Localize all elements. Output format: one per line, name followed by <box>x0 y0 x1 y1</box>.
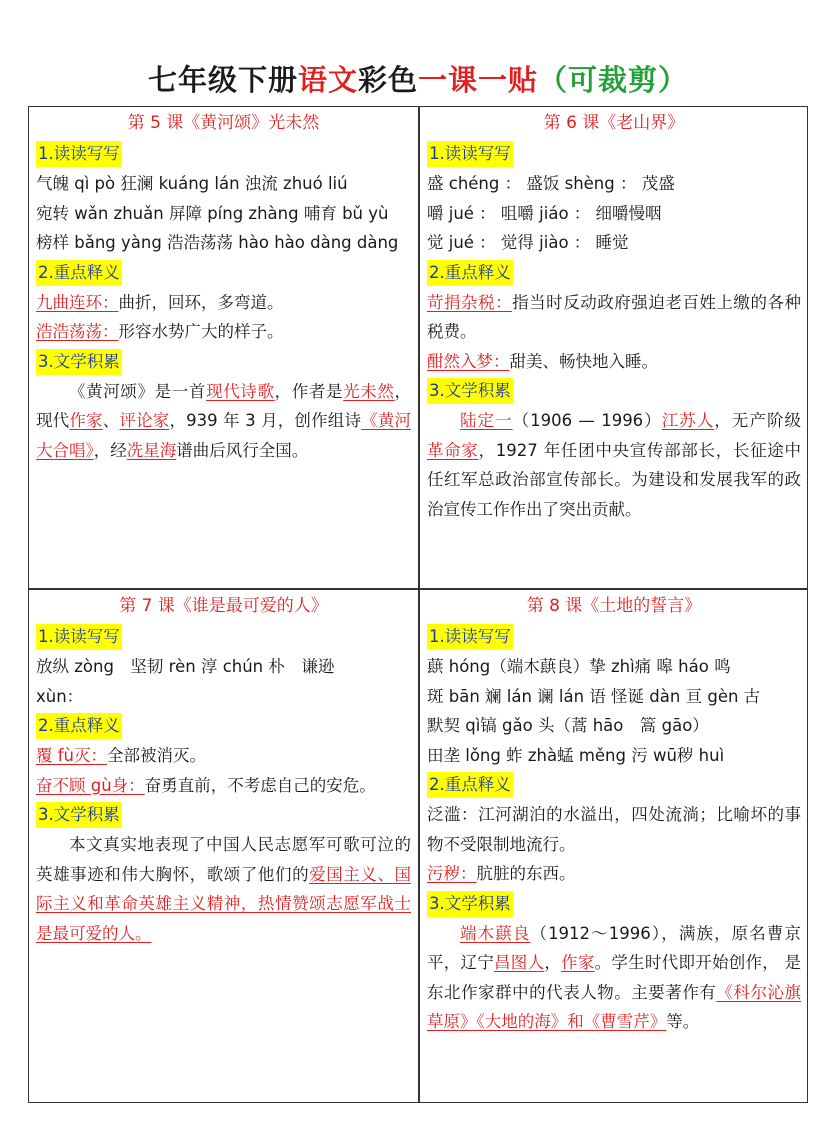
lesson-6-key-item <box>427 347 801 377</box>
key-term: 酣然入梦： <box>427 351 510 371</box>
lit-text: ，现代 <box>36 381 412 430</box>
lesson-7-card <box>30 591 417 948</box>
lit-text: 等。 <box>666 1012 700 1031</box>
lit-text: ，1927 年任团中央宣传部部长，长征途中任红军总政治部宣传部长。为建设和发展我军的政治宣传工作作出了突出贡献。 <box>427 440 801 519</box>
lesson-5-card <box>30 108 417 465</box>
lit-text: ，939 年 3 月，创作组诗 <box>169 411 362 430</box>
lesson-8-lit-section: 3.文学积累 <box>427 891 513 917</box>
lit-highlight: 作家 <box>69 411 103 430</box>
lesson-6-card <box>421 108 807 524</box>
key-definition: 全部被消灭。 <box>107 746 207 765</box>
lesson-7-heading: 第 7 课《谁是最可爱的人》 <box>119 596 328 616</box>
lit-highlight: 评论家 <box>119 411 170 430</box>
lit-text: 本文真实地表现了中国人民志愿军可歌可泣的英雄事迹和伟大胸怀，歌颂了他们的 <box>36 835 411 884</box>
lit-highlight: 革命家 <box>427 440 479 460</box>
lesson-7-key-item <box>36 771 411 801</box>
key-definition: 指当时反动政府强迫老百姓上缴的各种税费。 <box>427 292 802 341</box>
lit-text: 《黄河颂》是一首 <box>69 381 207 401</box>
lit-highlight: 《黄河大合唱》 <box>36 411 412 460</box>
lesson-8-read-line: 斑 bān 斓 lán 谰 lán 语 怪诞 dàn 亘 gèn 古 <box>427 686 761 706</box>
lesson-6-key-item <box>427 288 801 347</box>
lit-text: ， <box>544 953 562 972</box>
lesson-8-card <box>421 591 807 1037</box>
lesson-6-read-line: 嚼 jué ： 咀嚼 jiáo ： 细嚼慢咽 <box>427 203 662 223</box>
key-term: 九曲连环： <box>36 292 119 312</box>
key-definition: 形容水势广大的样子。 <box>118 322 284 341</box>
lesson-5-read-line: 榜样 bǎng yàng 浩浩荡荡 hào hào dàng dàng <box>36 233 399 252</box>
lesson-6-lit-section: 3.文学积累 <box>427 378 513 404</box>
lesson-5-key-item <box>36 317 411 347</box>
lesson-8-key-item <box>427 859 801 889</box>
lit-text: （1906 — 1996） <box>512 411 662 430</box>
lesson-8-read-line: 默契 qì镐 gǎo 头（蒿 hāo 篙 gāo） <box>427 716 709 735</box>
key-term: 苛捐杂税： <box>427 292 513 312</box>
title-part-grade: 七年级下册 <box>147 63 298 97</box>
lesson-8-read-line: 田垄 lǒng 蚱 zhà蜢 měng 污 wū秽 huì <box>427 745 725 765</box>
title-part-subject: 语文 <box>297 63 358 97</box>
key-definition: 曲折，回环，多弯道。 <box>118 292 284 312</box>
lesson-7-read-line: xùn： <box>36 686 84 706</box>
lesson-7-lit-paragraph <box>36 830 411 948</box>
lesson-5-read-section: 1.读读写写 <box>36 141 122 167</box>
key-term: 覆 fù灭： <box>36 746 108 765</box>
lesson-8-lit-paragraph <box>427 919 801 1037</box>
lesson-8-key-section: 2.重点释义 <box>427 772 513 798</box>
lit-text: ，无产阶级 <box>714 411 802 430</box>
lit-highlight: 爱国主义、国际主义和革命英雄主义精神，热情赞颂志愿军战士是最可爱的人。 <box>36 864 412 943</box>
lit-highlight: 作家 <box>561 953 595 972</box>
lit-highlight: 冼星海 <box>126 440 177 460</box>
lit-text: ，作者是 <box>274 381 344 401</box>
lesson-6-read-line: 盛 chéng ： 盛饭 shèng ： 茂盛 <box>427 174 675 193</box>
lesson-7-read-line: 放纵 zòng 坚韧 rèn 淳 chún 朴 谦逊 <box>36 657 335 676</box>
lesson-8-read-line: 蕻 hóng（端木蕻良）挚 zhì痛 嗥 háo 鸣 <box>427 657 731 676</box>
lesson-5-read-line: 宛转 wǎn zhuǎn 屏障 píng zhàng 哺育 bǔ yù <box>36 203 389 223</box>
key-definition: 泛滥：江河湖泊的水溢出，四处流淌；比喻坏的事物不受限制地流行。 <box>427 805 801 854</box>
lesson-8-read-section: 1.读读写写 <box>427 624 513 650</box>
lesson-6-heading: 第 6 课《老山界》 <box>543 113 685 133</box>
lesson-6-read-line: 觉 jué ： 觉得 jiào ： 睡觉 <box>427 233 629 252</box>
key-definition: 奋勇直前，不考虑自己的安危。 <box>144 775 376 795</box>
key-term: 浩浩荡荡： <box>36 322 119 341</box>
lit-highlight: 现代诗歌 <box>206 381 275 401</box>
lit-text: （1912～1996），满族，原名曹京平，辽宁 <box>427 923 802 972</box>
lit-text: 、 <box>102 411 120 430</box>
row-divider <box>28 588 808 590</box>
lesson-5-heading: 第 5 课《黄河颂》光未然 <box>127 113 320 133</box>
key-term: 奋不顾 gù身： <box>36 775 145 795</box>
lesson-6-key-section: 2.重点释义 <box>427 260 513 286</box>
lesson-8-key-item <box>427 800 801 859</box>
title-part-color: 彩色 <box>357 63 418 97</box>
page-title <box>0 58 836 102</box>
lit-text: 。学生时代即开始创作， 是东北作家群中的代表人物。主要著作有 <box>427 953 802 1002</box>
column-divider <box>418 106 420 1103</box>
lesson-7-read-section: 1.读读写写 <box>36 624 122 650</box>
lit-text: ，经 <box>93 440 127 460</box>
lit-text: 谱曲后风行全国。 <box>176 440 309 460</box>
lit-highlight: 光未然 <box>343 381 395 401</box>
lesson-7-key-section: 2.重点释义 <box>36 713 122 739</box>
lit-highlight: 《科尔沁旗草原》《大地的海》和《曹雪芹》 <box>427 982 802 1031</box>
lesson-5-read-line: 气魄 qì pò 狂澜 kuáng lán 浊流 zhuó liú <box>36 174 348 193</box>
lit-highlight: 昌图人 <box>494 953 545 972</box>
key-term: 污秽： <box>427 864 477 883</box>
title-part-sticker: 一课一贴 <box>418 63 539 97</box>
lit-highlight: 端木蕻良 <box>460 923 531 943</box>
lesson-7-lit-section: 3.文学积累 <box>36 802 122 828</box>
lesson-7-key-item <box>36 741 411 771</box>
lesson-5-key-item <box>36 288 411 318</box>
key-definition: 肮脏的东西。 <box>476 864 576 883</box>
title-part-cuttable: （可裁剪） <box>538 63 689 97</box>
key-definition: 甜美、畅快地入睡。 <box>509 351 658 371</box>
lesson-5-key-section: 2.重点释义 <box>36 260 122 286</box>
lesson-6-read-section: 1.读读写写 <box>427 141 513 167</box>
lesson-5-lit-section: 3.文学积累 <box>36 349 122 375</box>
lesson-6-lit-paragraph <box>427 406 801 524</box>
lit-highlight: 陆定一 <box>460 411 513 430</box>
lit-highlight: 江苏人 <box>661 411 715 430</box>
lesson-5-lit-paragraph <box>36 377 411 466</box>
lesson-8-heading: 第 8 课《土地的誓言》 <box>526 596 702 616</box>
